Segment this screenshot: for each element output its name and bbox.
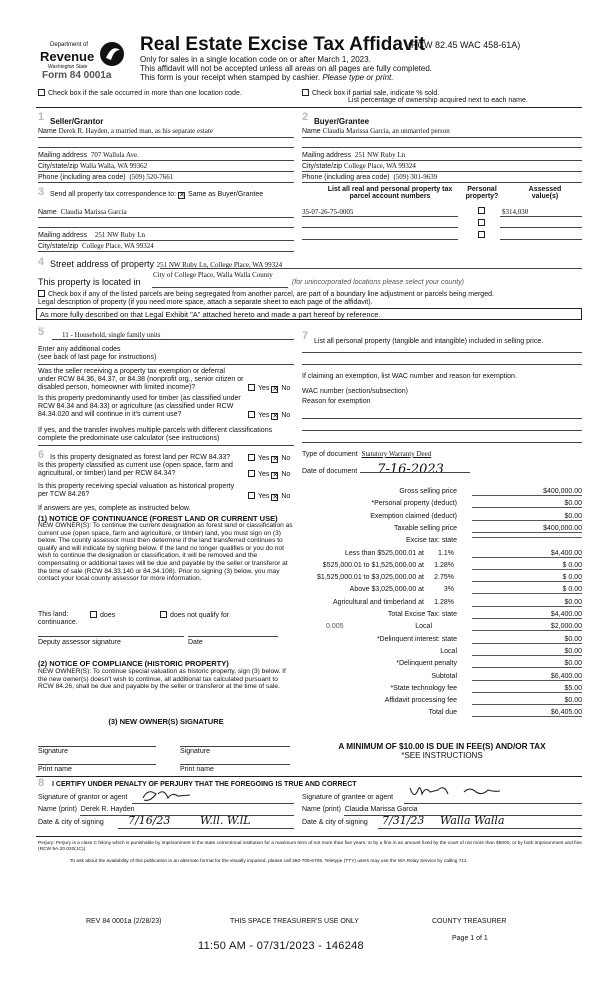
divider [404,803,582,804]
divider [38,137,294,138]
legal-label: Legal description of property (if you need more space, attach a separate sheet to each page of the affidavit). [38,299,373,306]
page-number: Page 1 of 1 [452,935,488,942]
fee-rate: 2.75% [434,574,454,582]
fee-label: Above $3,025,000.00 at [349,586,424,594]
fee-label: Total due [428,709,457,717]
divider [38,445,294,446]
fee-value[interactable]: $0.00 [472,513,582,521]
fee-value[interactable]: $ 0.00 [472,586,582,594]
fee-value[interactable]: $4,400.00 [472,611,582,619]
divider [38,160,294,161]
buyer-city-field[interactable]: City/state/zip College Place, WA 99324 [302,162,416,170]
fee-value[interactable]: $ 0.00 [472,562,582,570]
unincorporated-note: (for unincorporated locations please select your county) [292,279,464,286]
doc-type-field[interactable]: Type of document Statutory Warranty Deed [302,450,432,458]
divider [38,251,294,252]
located-in-value[interactable]: City of College Place, Walla Walla County [153,271,273,279]
divider [38,171,294,172]
reason-label: Reason for exemption [302,398,371,405]
section-7-number: 7 [302,330,309,342]
fee-row [300,537,582,549]
divider [38,636,184,637]
dept-line2: Revenue [40,49,95,64]
fee-label: Affidavit processing fee [384,697,457,705]
divider [302,364,582,365]
deputy-date-label: Date [188,639,203,646]
fee-label: $525,000.01 to $1,525,000.00 at [322,561,424,569]
divider [302,160,582,161]
divider [80,815,294,816]
seller-name-field[interactable]: Name Derek R. Hayden, a married man, as his separate estate [38,127,213,135]
rev-number: REV 84 0001a (2/28/23) [86,918,162,925]
fee-label: Local [415,623,432,631]
divider [38,217,294,218]
grantor-date-field[interactable]: Date & city of signing [38,819,104,826]
grantee-date-field[interactable]: Date & city of signing [302,819,368,826]
divider [36,776,582,777]
fee-rate: 1.28% [434,561,454,569]
grantor-signature[interactable] [140,786,210,804]
fee-label: Subtotal [431,672,457,680]
assessed-value-1[interactable]: $314,030 [502,208,529,216]
fee-label: Agricultural and timberland at [332,598,424,606]
divider [38,182,294,183]
forest-question: Is this property designated as forest land per RCW 84.33? [50,454,231,461]
notice-2-title: (2) NOTICE OF COMPLIANCE (HISTORIC PROPERTY) [38,659,229,668]
fee-label: Taxable selling price [393,524,457,532]
grantee-city-value[interactable]: Walla Walla [440,814,505,827]
correspondence-label: Send all property tax correspondence to: ✕ Same as Buyer/Grantee [50,191,263,199]
fee-value[interactable]: $5.00 [472,685,582,693]
notice-1-title: (1) NOTICE OF CONTINUANCE (FOREST LAND OR CURRENT USE) [38,514,278,523]
fee-label: *Delinquent interest: state [376,635,457,643]
divider [302,182,582,183]
segregated-check[interactable]: Check box if any of the listed parcels are being segregated from another parcel, are part of a boundary line adjustment or parcels being merged. [38,290,494,298]
does-checkbox[interactable]: does [90,611,115,619]
divider [118,828,294,829]
claiming-label: If claiming an exemption, list WAC number and reason for exemption. [302,373,517,380]
owner-print-label-2: Print name [180,766,214,773]
exemption-question: Was the seller receiving a property tax exemption or deferral under RCW 84.36, 84.37, or 84.38 (nonprofit org., senior citizen or disabled person, homeowner with limited income)? [38,368,244,391]
grantor-signature-label: Signature of grantor or agent [38,794,128,801]
continuance-label: continuance. [38,619,78,626]
divider [302,418,582,419]
fee-value[interactable]: $0.00 [472,636,582,644]
fee-row [300,513,582,525]
rcw-reference: (RCW 82.45 WAC 458-61A) [408,40,521,50]
this-land-label: This land: [38,611,69,618]
notice-1-body: NEW OWNER(S): To continue the current designation as forest land or classification as current use (open space, farm and agriculture, or timber) land, you must sign on (3) below. The county assessor must then determine if the land transferred continues to qualify and will indicate by signing below. If the land no longer qualifies or you do not wish to continue the designation or classification, it will be removed and the compensating or additional taxes will be due and payable by the seller or transferor at the time of sale (RCW 84.33.140 or 84.34.108). Prior to signing (3) below, you may contact your local county assessor for more information. [38,522,293,583]
section-3-number: 3 [38,186,45,198]
divider [302,147,582,148]
divider [378,828,582,829]
fee-value[interactable]: $2,000.00 [472,623,582,631]
multi-location-check[interactable]: Check box if the sale occurred in more than one location code. [38,89,242,97]
buyer-name-field[interactable]: Name Claudia Marissa Garcia, an unmarried person [302,127,450,135]
certify-text: I CERTIFY UNDER PENALTY OF PERJURY THAT THE FOREGOING IS TRUE AND CORRECT [52,781,357,788]
divider [302,352,582,353]
assessed-heading: Assessed value(s) [528,186,562,200]
deputy-signature-label: Deputy assessor signature [38,639,121,646]
current-use-yes-no[interactable]: Yes ✕ No [248,470,290,479]
divider [38,147,294,148]
grantor-date-value[interactable]: 7/16/23 [128,814,171,827]
notice-3-title: (3) NEW OWNER(S) SIGNATURE [108,717,224,726]
subtitle-1: Only for sales in a single location code on or after March 1, 2023. [140,55,371,64]
fee-value[interactable]: $400,000.00 [472,488,582,496]
divider [360,472,470,473]
parcels-heading: List all real and personal property tax parcel account numbers [327,186,453,200]
fee-row [300,673,582,685]
use-code-value[interactable]: 11 - Household, single family units [62,331,161,339]
notice-2-body: NEW OWNER(S): To continue special valuation as historic property, sign (3) below. If the new owner(s) doesn't wish to continue, all additional tax calculated pursuant to RCW 84.26, shall be due and payable by the seller or transferor at the time of sale. [38,668,286,691]
fee-value[interactable]: $ 0.00 [472,574,582,582]
grantor-city-value[interactable]: W.ll. W.lL [200,814,251,827]
fee-label: Excise tax: state [406,537,457,545]
dept-line3: Washington State [48,64,88,70]
correspondence-mailing-field[interactable]: Mailing address 251 NW Ruby Ln [38,231,146,239]
subtitle-3: This form is your receipt when stamped by cashier. Please type or print. [140,73,394,82]
checkbox[interactable] [302,89,309,96]
divider [302,442,582,443]
divider [132,803,294,804]
seller-phone-field[interactable]: Phone (including area code) (509) 520-7661 [38,173,174,181]
fee-value[interactable]: $0.00 [472,697,582,705]
fee-value[interactable]: $6,400.00 [472,673,582,681]
owner-print-label: Print name [38,766,72,773]
section-5-number: 5 [38,326,45,338]
minimum-due: A MINIMUM OF $10.00 IS DUE IN FEE(S) AND/OR TAX [338,742,546,751]
fee-row [300,660,582,672]
fee-label: $1,525,000.01 to $3,025,000.00 at [316,574,424,582]
historic-yes-no[interactable]: Yes ✕ No [248,492,290,501]
fee-label: Less than $525,000.01 at [344,549,424,557]
divider [180,746,290,747]
owner-signature-label-2: Signature [180,748,210,755]
fee-rate: 0.005 [326,623,344,631]
section-2-number: 2 [302,111,309,123]
partial-sale-check[interactable]: Check box if partial sale, indicate % sold. [302,89,439,97]
see-instructions: *SEE INSTRUCTIONS [401,751,483,760]
divider [38,227,294,228]
personal-checkbox-2[interactable] [478,219,488,227]
divider [302,171,582,172]
divider [36,836,582,837]
availability-notice: To ask about the availability of this publication in an alternate format for the visually impaired, please call 360-705-6705. Teletype (TTY) users may use the WA Relay Service by calling 711. [70,859,468,864]
does-not-checkbox[interactable]: does not qualify for [160,611,229,619]
fee-value[interactable]: $0.00 [472,660,582,668]
divider [38,364,294,365]
perjury-notice: Perjury: Perjury is a class C felony which is punishable by imprisonment in the state correctional institution for a maximum term of not more than five years, or by a fine in an amount fixed by the court of not more than $5000, or by both imprisonment and fine (RCW 9A.20.020(1C)). [38,841,582,852]
section-1-number: 1 [38,111,45,123]
located-in-label: This property is located in [38,277,141,287]
divider [52,339,294,340]
fee-value[interactable]: $400,000.00 [472,525,582,533]
parcel-number-1[interactable]: 35-07-26-75-0005 [302,208,354,216]
divider [302,239,458,240]
fee-label: *Personal property (deduct) [371,500,457,508]
correspondence-city-field[interactable]: City/state/zip College Place, WA 99324 [38,242,154,250]
personal-heading: Personal property? [465,186,499,200]
dor-swirl-icon [98,40,126,68]
additional-codes-1: Enter any additional codes [38,346,121,353]
seller-heading: Seller/Grantor [50,117,104,126]
personal-checkbox-1[interactable] [478,207,488,215]
fee-row [300,586,582,598]
timber-yes-no[interactable]: Yes ✕ No [248,411,290,420]
correspondence-name-field[interactable]: Name Claudia Marissa Garcia [38,208,127,216]
fee-row [300,599,582,611]
divider [302,430,582,431]
exemption-yes-no[interactable]: Yes ✕ No [248,384,290,393]
divider [500,227,582,228]
divider [500,216,582,217]
fee-value[interactable]: $6,405.00 [472,709,582,717]
divider [38,746,156,747]
dept-line1: Department of [50,42,89,48]
divider [302,216,458,217]
street-address-field[interactable]: Street address of property 251 NW Ruby Ln, College Place, WA 99324 [50,259,283,269]
form-number: Form 84 0001a [42,70,112,81]
fee-row [300,525,582,537]
checkbox[interactable] [38,89,45,96]
fee-value[interactable]: $4,400.00 [472,550,582,558]
grantee-signature[interactable] [408,782,508,802]
section-4-number: 4 [38,256,45,268]
buyer-phone-field[interactable]: Phone (including area code) (509) 301-9639 [302,173,438,181]
fee-row [300,685,582,697]
divider [38,764,156,765]
divider [38,240,294,241]
seller-city-field[interactable]: City/state/zip Walla Walla, WA 99362 [38,162,148,170]
section-8-number: 8 [38,777,45,789]
fee-label: *State technology fee [390,684,457,692]
fee-row [300,697,582,709]
historic-question: Is this property receiving special valuation as historical property per TCW 84.26? [38,483,235,498]
divider [302,137,582,138]
wac-label: WAC number (section/subsection) [302,388,408,395]
fee-row [300,500,582,512]
personal-property-label: List all personal property (tangible and intangible) included in selling price. [314,338,544,345]
fee-value[interactable]: $0.00 [472,599,582,607]
fee-row [300,562,582,574]
fee-rate: 3% [443,586,454,594]
fee-row [300,648,582,660]
treasurer-only: THIS SPACE TREASURER'S USE ONLY [230,918,359,925]
doc-date-field[interactable]: Date of document 7-16-2023 [302,462,444,477]
fee-row [300,574,582,586]
divider [188,636,278,637]
section-6-number: 6 [38,449,45,461]
predominate-use-note: If yes, and the transfer involves multiple parcels with different classifications complete the predominate use calculator (see instructions) [38,427,273,442]
fee-rate: 1.28% [434,598,454,606]
same-as-buyer-checkbox[interactable] [178,192,185,199]
forest-yes-no[interactable]: Yes ✕ No [248,454,290,463]
fee-label: Local [440,647,457,655]
fee-value[interactable]: $0.00 [472,648,582,656]
fee-value[interactable]: $0.00 [472,500,582,508]
fee-label: Gross selling price [399,488,457,495]
divider [36,107,582,108]
fee-row [300,709,582,721]
fee-row [300,636,582,648]
if-yes-note: If answers are yes, complete as instructed below. [38,505,191,512]
personal-checkbox-3[interactable] [478,231,488,239]
owner-signature-label: Signature [38,748,68,755]
fee-label: Exemption claimed (deduct) [370,512,457,520]
fee-row [300,550,582,562]
timber-question: Is this property predominantly used for timber (as classified under RCW 84.34 and 84.33) or agriculture (as classified under RCW 84.34.020 and will continue in it's current use? [38,395,241,418]
grantor-name-field[interactable]: Name (print) Derek R. Hayden [38,806,135,813]
fee-label: *Delinquent penalty [396,660,457,668]
grantee-name-field[interactable]: Name (print) Claudia Marissa Garcia [302,806,418,813]
seller-mailing-field[interactable]: Mailing address 707 Wallula Ave. [38,151,139,159]
divider [152,287,288,288]
buyer-heading: Buyer/Grantee [314,117,370,126]
fee-rate: 1.1% [438,549,454,557]
fee-row [300,623,582,635]
county-treasurer: COUNTY TREASURER [432,918,507,925]
fee-label: Total Excise Tax: state [387,611,457,618]
divider [500,239,582,240]
partial-sale-note: List percentage of ownership acquired next to each name. [348,97,528,104]
fee-value[interactable] [472,537,582,538]
legal-description-box[interactable]: As more fully described on that Legal Exhibit "A" attached hereto and made a part hereof by reference. [36,308,582,320]
grantee-signature-label: Signature of grantee or agent [302,794,394,801]
subtitle-2: This affidavit will not be accepted unless all areas on all pages are fully completed. [140,64,433,73]
page-title: Real Estate Excise Tax Affidavit [140,34,426,55]
fee-row [300,488,582,500]
divider [180,764,290,765]
grantee-date-value[interactable]: 7/31/23 [382,814,425,827]
buyer-mailing-field[interactable]: Mailing address 251 NW Ruby Ln [302,151,406,159]
divider [302,227,458,228]
current-use-question: Is this property classified as current use (open space, farm and agricultural, or timber) land per RCW 84.34? [38,462,233,477]
receipt-stamp: 11:50 AM - 07/31/2023 - 146248 [198,940,364,952]
divider [160,268,582,269]
additional-codes-2: (see back of last page for instructions) [38,354,157,361]
fee-row [300,611,582,623]
